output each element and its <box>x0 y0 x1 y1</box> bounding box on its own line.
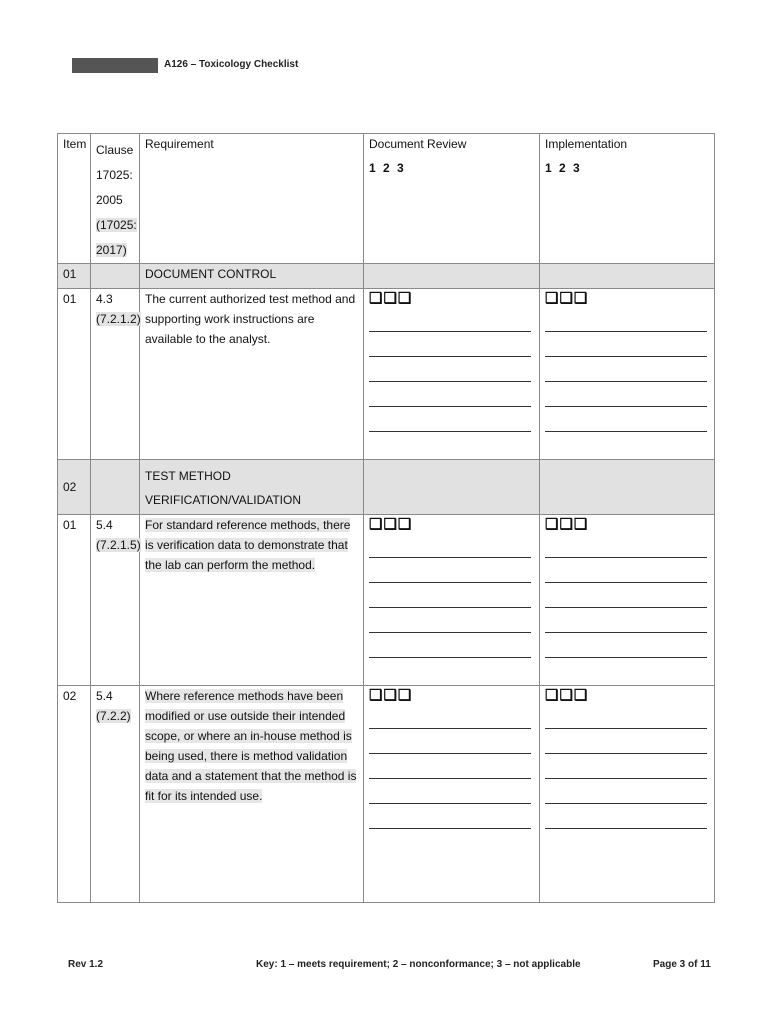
comment-line[interactable] <box>369 535 531 558</box>
comment-line[interactable] <box>545 633 707 658</box>
clause-column-header <box>91 134 140 264</box>
row-clause <box>91 515 140 686</box>
row-item: 01 <box>58 289 91 460</box>
comment-line[interactable] <box>369 332 531 357</box>
clause-new-number: (7.2.1.2) <box>96 312 141 326</box>
comment-line[interactable] <box>369 804 531 829</box>
comment-line[interactable] <box>545 357 707 382</box>
table-header-row <box>58 134 715 264</box>
comment-line[interactable] <box>369 558 531 583</box>
doc-review-cell <box>364 515 540 686</box>
revision-label: Rev 1.2 <box>68 959 104 970</box>
section-row <box>58 460 715 515</box>
item-column-header: Item <box>58 134 91 264</box>
comment-line[interactable] <box>545 779 707 804</box>
section-doc-review <box>364 264 540 289</box>
section-row <box>58 264 715 289</box>
table-row <box>58 686 715 903</box>
requirement-text: Where reference methods have been modified or use outside their intended scope, or where an in-house method is being used, there is method validation data and a statement that the method is fit for its intended use. <box>145 689 357 803</box>
row-clause <box>91 686 140 903</box>
section-item: 01 <box>58 264 91 289</box>
clause-header-line: 2005 <box>96 193 123 207</box>
clause-number: 5.4 <box>96 518 113 532</box>
clause-number: 5.4 <box>96 689 113 703</box>
implementation-checkboxes[interactable]: ❑❑❑ <box>545 687 589 704</box>
section-title-line: TEST METHOD <box>145 469 231 483</box>
doc-review-cell <box>364 289 540 460</box>
comment-line[interactable] <box>545 309 707 332</box>
comment-line[interactable] <box>545 754 707 779</box>
checklist-table <box>57 133 715 903</box>
implementation-checkboxes[interactable]: ❑❑❑ <box>545 290 589 307</box>
comment-line[interactable] <box>545 332 707 357</box>
section-clause <box>91 460 140 515</box>
comment-line[interactable] <box>369 779 531 804</box>
clause-number: 4.3 <box>96 292 113 306</box>
comment-line[interactable] <box>369 407 531 432</box>
row-item: 02 <box>58 686 91 903</box>
implementation-cell <box>540 686 715 903</box>
implementation-cell <box>540 515 715 686</box>
doc-review-checkboxes[interactable]: ❑❑❑ <box>369 687 413 704</box>
implementation-label: Implementation <box>545 137 628 151</box>
section-implementation <box>540 264 715 289</box>
doc-review-cell <box>364 686 540 903</box>
table-row <box>58 515 715 686</box>
clause-header-new: 2017) <box>96 243 127 257</box>
page-number: Page 3 of 11 <box>653 959 711 970</box>
row-clause <box>91 289 140 460</box>
section-clause <box>91 264 140 289</box>
requirement-text: For standard reference methods, there is verification data to demonstrate that the lab can perform the method. <box>145 518 351 572</box>
requirement-column-header: Requirement <box>140 134 364 264</box>
comment-line[interactable] <box>545 804 707 829</box>
comment-line[interactable] <box>545 558 707 583</box>
comment-line[interactable] <box>545 608 707 633</box>
section-title-line: VERIFICATION/VALIDATION <box>145 493 302 507</box>
clause-header-line: 17025: <box>96 168 133 182</box>
comment-line[interactable] <box>369 633 531 658</box>
comment-line[interactable] <box>369 608 531 633</box>
rating-scale: 1 2 3 <box>545 161 580 175</box>
comment-line[interactable] <box>369 706 531 729</box>
implementation-cell <box>540 289 715 460</box>
document-review-column-header <box>364 134 540 264</box>
document-review-label: Document Review <box>369 137 467 151</box>
comment-line[interactable] <box>369 729 531 754</box>
comment-line[interactable] <box>545 583 707 608</box>
doc-review-checkboxes[interactable]: ❑❑❑ <box>369 290 413 307</box>
comment-line[interactable] <box>545 382 707 407</box>
document-title: A126 – Toxicology Checklist <box>164 59 299 70</box>
comment-line[interactable] <box>545 407 707 432</box>
comment-line[interactable] <box>369 583 531 608</box>
row-item: 01 <box>58 515 91 686</box>
section-implementation <box>540 460 715 515</box>
rating-scale: 1 2 3 <box>369 161 404 175</box>
row-requirement: The current authorized test method and supporting work instructions are available to the analyst. <box>140 289 364 460</box>
clause-new-number: (7.2.2) <box>96 709 131 723</box>
implementation-column-header <box>540 134 715 264</box>
comment-line[interactable] <box>545 706 707 729</box>
section-title <box>140 460 364 515</box>
section-item: 02 <box>58 460 91 515</box>
rating-key: Key: 1 – meets requirement; 2 – nonconformance; 3 – not applicable <box>256 959 581 970</box>
comment-line[interactable] <box>545 729 707 754</box>
clause-header-new: (17025: <box>96 218 137 232</box>
comment-line[interactable] <box>369 754 531 779</box>
clause-header-line: Clause <box>96 143 134 157</box>
comment-line[interactable] <box>369 382 531 407</box>
comment-line[interactable] <box>369 309 531 332</box>
section-doc-review <box>364 460 540 515</box>
header-bar <box>72 58 158 73</box>
table-row <box>58 289 715 460</box>
comment-line[interactable] <box>369 357 531 382</box>
clause-new-number: (7.2.1.5) <box>96 538 141 552</box>
implementation-checkboxes[interactable]: ❑❑❑ <box>545 516 589 533</box>
row-requirement <box>140 686 364 903</box>
doc-review-checkboxes[interactable]: ❑❑❑ <box>369 516 413 533</box>
row-requirement <box>140 515 364 686</box>
section-title: DOCUMENT CONTROL <box>140 264 364 289</box>
comment-line[interactable] <box>545 535 707 558</box>
